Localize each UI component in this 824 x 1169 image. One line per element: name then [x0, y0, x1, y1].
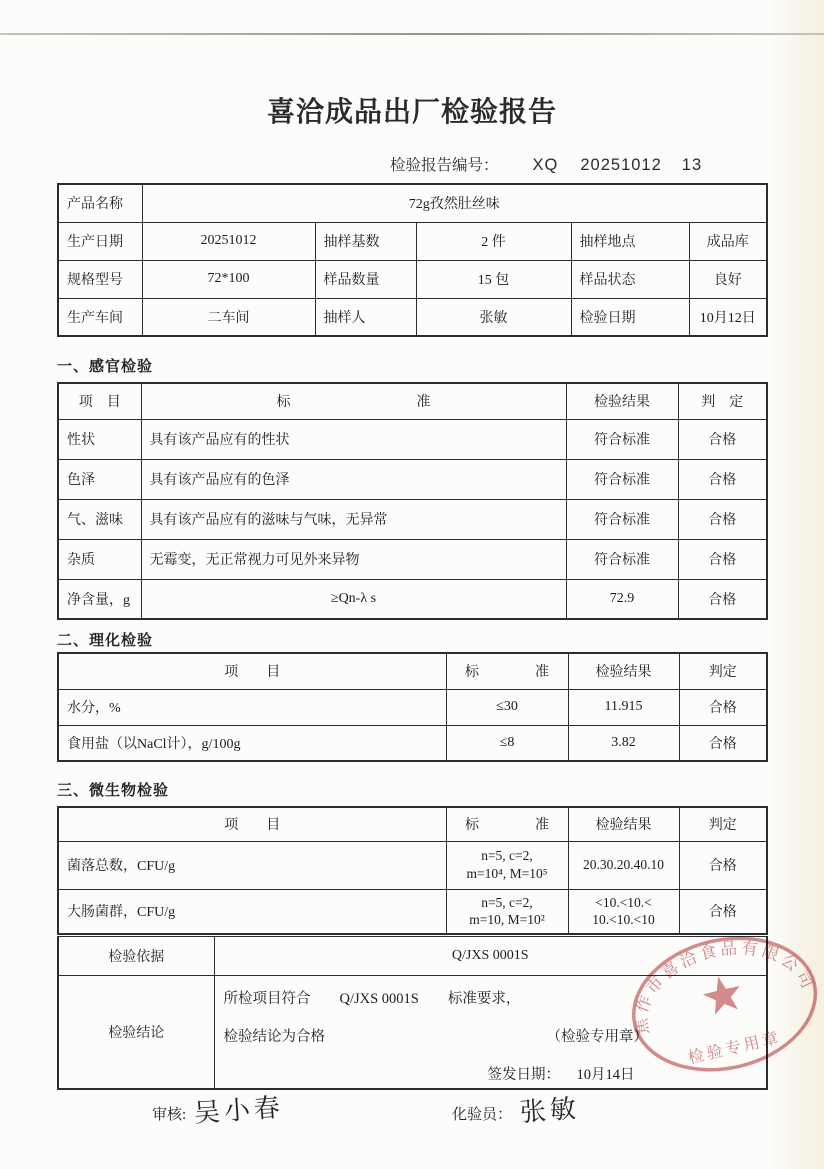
sample-base-label: 抽样基数	[315, 222, 416, 260]
item-cell: 性状	[58, 419, 141, 459]
result-cell: 20.30.20.40.10	[568, 841, 679, 889]
col-header-result: 检验结果	[566, 383, 678, 419]
sample-base-value: 2 件	[416, 222, 571, 260]
result-cell: 72.9	[566, 579, 678, 619]
table-row	[58, 499, 767, 539]
col-header-standard: 标 准	[446, 807, 568, 841]
judge-cell: 合格	[679, 725, 767, 761]
review-handwritten-signature: 吴小春	[193, 1092, 286, 1129]
review-label: 审核:	[152, 1107, 187, 1123]
workshop-value: 二车间	[142, 298, 315, 336]
spec-model-value: 72*100	[142, 260, 315, 298]
judge-cell: 合格	[678, 459, 767, 499]
judge-cell: 合格	[678, 579, 767, 619]
col-header-item: 项 目	[58, 383, 141, 419]
conclusion-label: 检验结论	[58, 976, 214, 1089]
standard-cell	[446, 841, 568, 889]
col-header-item: 项 目	[58, 653, 446, 689]
spec-model-label: 规格型号	[58, 260, 142, 298]
judge-cell: 合格	[678, 499, 767, 539]
table-row	[58, 725, 767, 761]
col-header-standard: 标 准	[446, 653, 568, 689]
table-header-row	[58, 653, 767, 689]
sample-qty-label: 样品数量	[315, 260, 416, 298]
scan-artifact-line	[0, 33, 824, 35]
standard-cell	[446, 889, 568, 934]
item-cell: 食用盐（以NaCl计），g/100g	[58, 725, 446, 761]
physchem-test-table	[57, 652, 768, 762]
production-date-label: 生产日期	[58, 222, 142, 260]
standard-line1: n=5, c=2,	[481, 848, 533, 864]
col-header-result: 检验结果	[568, 653, 679, 689]
review-signature-block	[152, 1092, 286, 1129]
sampling-place-value: 成品库	[689, 222, 767, 260]
stamp-caption-text: 检验专用章	[686, 1029, 783, 1068]
table-row	[58, 841, 767, 889]
result-cell	[568, 889, 679, 934]
production-date-value: 20251012	[142, 222, 315, 260]
table-row	[58, 579, 767, 619]
standard-line2: m=10⁴, M=10⁵	[466, 866, 548, 881]
table-row	[58, 889, 767, 934]
conclusion-table	[57, 936, 768, 1090]
table-row	[58, 539, 767, 579]
judge-cell: 合格	[678, 539, 767, 579]
item-cell: 杂质	[58, 539, 141, 579]
standard-cell: 具有该产品应有的性状	[141, 419, 566, 459]
result-cell: 符合标准	[566, 459, 678, 499]
result-cell: 符合标准	[566, 539, 678, 579]
standard-line1: n=5, c=2,	[481, 894, 533, 910]
tester-signature-block	[452, 1093, 581, 1128]
report-number-seq: 13	[681, 156, 703, 174]
section-heading-micro: 三、微生物检验	[57, 782, 170, 799]
report-number-value: 20251012	[580, 156, 662, 174]
item-cell: 色泽	[58, 459, 141, 499]
inspection-date-value: 10月12日	[689, 298, 767, 336]
section-heading-physchem: 二、理化检验	[57, 632, 154, 649]
col-header-result: 检验结果	[568, 807, 679, 841]
micro-test-table	[57, 806, 768, 935]
result-cell: 3.82	[568, 725, 679, 761]
tester-label: 化验员：	[452, 1107, 513, 1123]
sensory-test-table	[57, 382, 768, 620]
sign-date-label: 签发日期：	[487, 1067, 560, 1083]
section-heading-sensory: 一、感官检验	[57, 358, 154, 375]
sampling-place-label: 抽样地点	[571, 222, 689, 260]
result-cell: 符合标准	[566, 419, 678, 459]
standard-cell: ≥Qn-λ s	[141, 579, 566, 619]
conclusion-line2: 检验结论为合格	[223, 1029, 325, 1045]
sample-qty-value: 15 包	[416, 260, 571, 298]
table-row	[58, 459, 767, 499]
col-header-judge: 判 定	[678, 383, 767, 419]
result-line2: 10.<10.<10	[592, 912, 655, 928]
judge-cell: 合格	[679, 841, 767, 889]
conclusion-line1: 所检项目符合 Q/JXS 0001S 标准要求，	[223, 991, 521, 1007]
sample-state-label: 样品状态	[571, 260, 689, 298]
seal-note: （检验专用章）	[546, 1029, 648, 1045]
table-row	[58, 260, 767, 298]
product-name-label: 产品名称	[58, 184, 142, 222]
table-row	[58, 298, 767, 336]
standard-line2: m=10, M=10²	[469, 912, 545, 928]
item-cell: 菌落总数，CFU/g	[58, 841, 446, 889]
col-header-standard: 标 准	[141, 383, 566, 419]
table-header-row	[58, 383, 767, 419]
item-cell: 净含量，g	[58, 579, 141, 619]
item-cell: 大肠菌群，CFU/g	[58, 889, 446, 934]
workshop-label: 生产车间	[58, 298, 142, 336]
result-cell: 11.915	[568, 689, 679, 725]
standard-cell: ≤30	[446, 689, 568, 725]
table-row	[58, 937, 767, 976]
conclusion-cell	[214, 976, 767, 1089]
item-cell: 水分，%	[58, 689, 446, 725]
product-name-value: 72g孜然肚丝味	[142, 184, 767, 222]
product-info-table	[57, 183, 768, 337]
col-header-judge: 判定	[679, 653, 767, 689]
sign-date-value: 10月14日	[576, 1067, 635, 1083]
stamp-company-text: 焦作市喜洽食品有限公司	[632, 939, 818, 1036]
tester-handwritten-signature: 张敏	[519, 1093, 581, 1128]
basis-label: 检验依据	[58, 937, 214, 976]
report-number-line	[390, 153, 702, 175]
table-row	[58, 419, 767, 459]
judge-cell: 合格	[679, 889, 767, 934]
standard-cell: ≤8	[446, 725, 568, 761]
sample-state-value: 良好	[689, 260, 767, 298]
table-row	[58, 689, 767, 725]
basis-value: Q/JXS 0001S	[214, 937, 767, 976]
report-number-prefix: XQ	[532, 156, 559, 174]
judge-cell: 合格	[678, 419, 767, 459]
inspection-date-label: 检验日期	[571, 298, 689, 336]
report-number-label: 检验报告编号：	[390, 157, 499, 174]
result-line1: <10.<10.<	[595, 894, 652, 910]
col-header-item: 项 目	[58, 807, 446, 841]
standard-cell: 无霉变，无正常视力可见外来异物	[141, 539, 566, 579]
item-cell: 气、滋味	[58, 499, 141, 539]
table-row	[58, 184, 767, 222]
standard-cell: 具有该产品应有的滋味与气味，无异常	[141, 499, 566, 539]
standard-cell: 具有该产品应有的色泽	[141, 459, 566, 499]
table-row	[58, 222, 767, 260]
table-row	[58, 976, 767, 1089]
sampler-label: 抽样人	[315, 298, 416, 336]
table-header-row	[58, 807, 767, 841]
page-title: 喜洽成品出厂检验报告	[266, 96, 557, 127]
sampler-value: 张敏	[416, 298, 571, 336]
result-cell: 符合标准	[566, 499, 678, 539]
judge-cell: 合格	[679, 689, 767, 725]
col-header-judge: 判定	[679, 807, 767, 841]
